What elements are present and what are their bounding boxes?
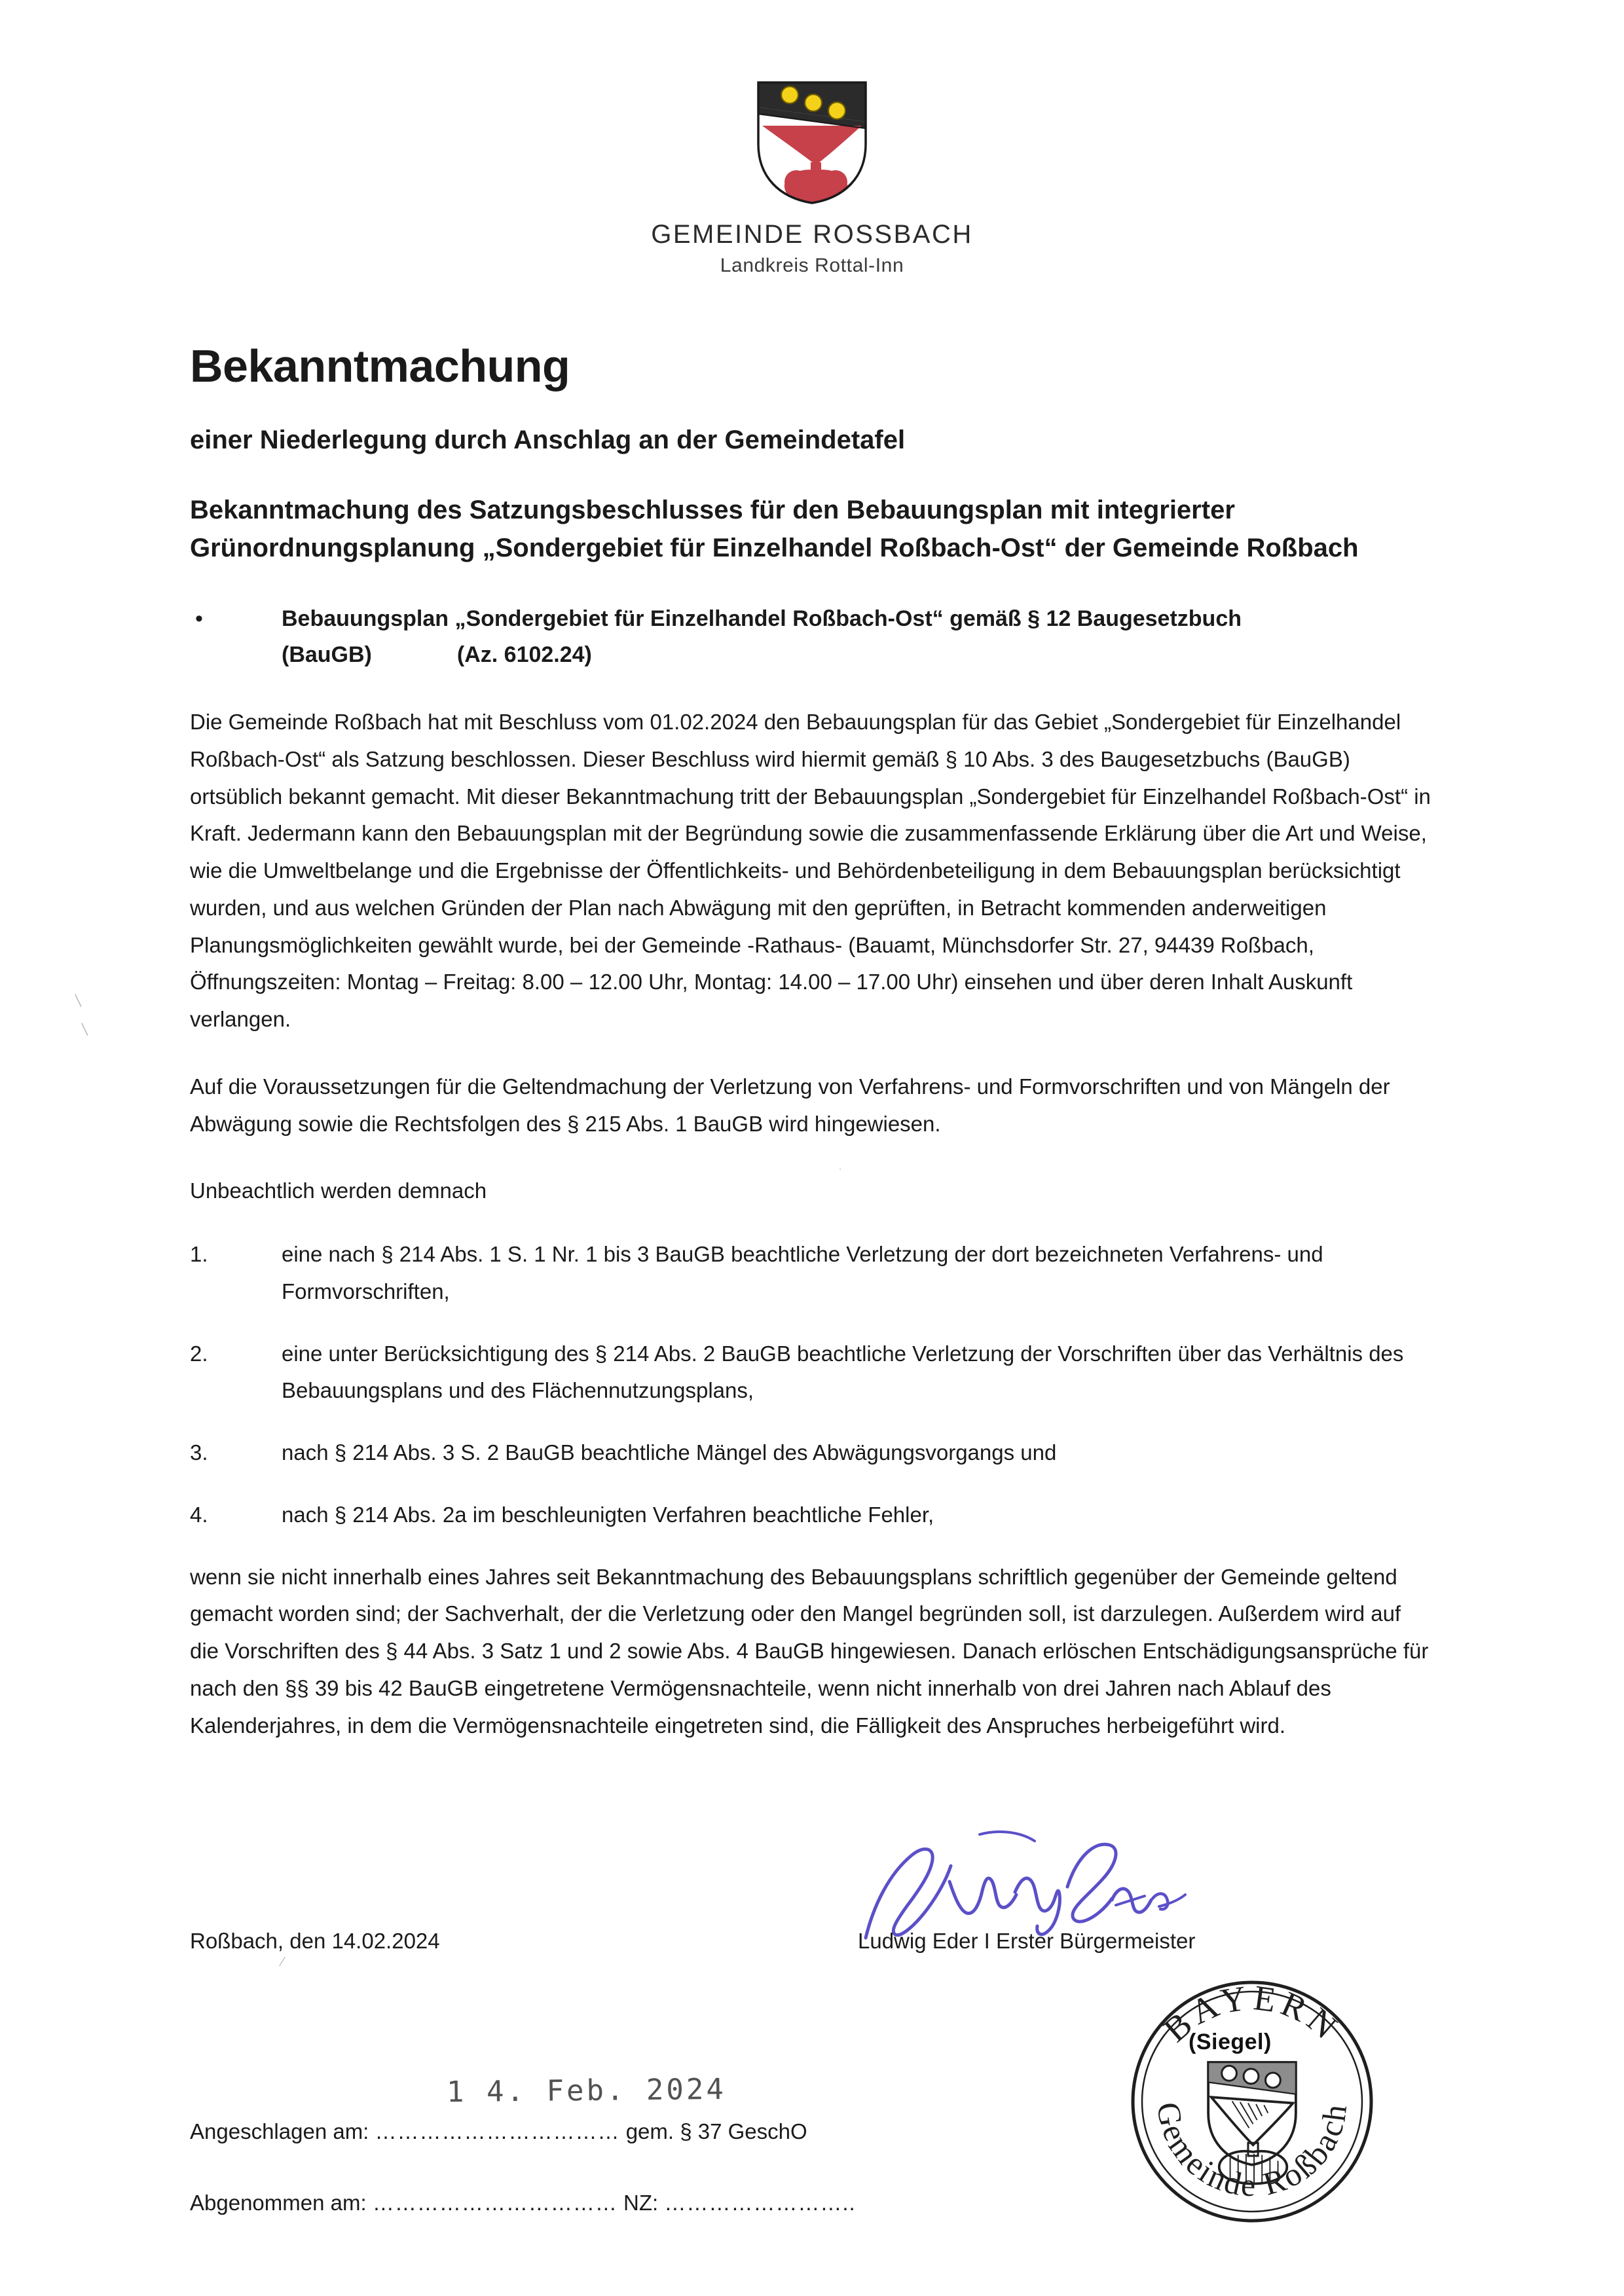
- document-heading: Bekanntmachung des Satzungsbeschlusses für den Bebauungsplan mit integrierter Grünordnungsplanung „Sondergebiet für Einzelhandel Roßbach-Ost“ der Gemeinde Roßbach: [190, 496, 1359, 563]
- district-name: Landkreis Rottal-Inn: [720, 255, 904, 276]
- signature-block: [190, 1925, 1434, 1977]
- list-item: [190, 1236, 1431, 1311]
- posted-on-label: Angeschlagen am:: [190, 2119, 369, 2143]
- list-item-number: 1.: [190, 1242, 208, 1267]
- date-stamp: 1 4. Feb. 2024: [446, 2072, 727, 2109]
- posted-on-blank[interactable]: ……………………………: [375, 2119, 620, 2143]
- removed-on-label: Abgenommen am:: [190, 2190, 367, 2215]
- seal-top-text: BAYERN: [1156, 1977, 1348, 2050]
- list-item: [190, 1434, 1431, 1472]
- list-item-text: nach § 214 Abs. 2a im beschleunigten Verfahren beachtliche Fehler,: [282, 1502, 934, 1527]
- plan-reference-line-1: Bebauungsplan „Sondergebiet für Einzelhandel Roßbach-Ost“ gemäß § 12 Baugesetzbuch: [282, 606, 1242, 632]
- scan-artifact: ⁄: [69, 993, 88, 1007]
- list-item: [190, 1336, 1431, 1410]
- plan-reference-text: [282, 602, 1431, 671]
- posted-on-line: [190, 2115, 1303, 2149]
- organisation-name: GEMEINDE ROSSBACH: [651, 220, 973, 249]
- bullet-marker-icon: •: [195, 606, 203, 632]
- posted-on-suffix: gem. § 37 GeschO: [625, 2119, 807, 2143]
- coat-of-arms-icon: [753, 79, 871, 207]
- aktenzeichen-label: (Az. 6102.24): [456, 642, 592, 667]
- document-subtitle: einer Niederlegung durch Anschlag an der Gemeindetafel: [190, 426, 906, 455]
- removed-on-line: [190, 2186, 1303, 2221]
- paragraph-legal-reference: Auf die Voraussetzungen für die Geltendmachung der Verletzung von Verfahrens- und Formvorschriften und von Mängeln der Abwägung sowie die Rechtsfolgen des § 215 Abs. 1 BauGB wird hingewiesen.: [190, 1074, 1390, 1136]
- unbeachtlich-list: [190, 1236, 1431, 1534]
- plan-reference-line-2: [282, 638, 1431, 671]
- document-body: [190, 340, 1431, 1774]
- paragraph-main-notice: Die Gemeinde Roßbach hat mit Beschluss vom 01.02.2024 den Bebauungsplan für das Gebiet „Sondergebiet für Einzelhandel Roßbach-Ost“ als Satzung beschlossen. Dieser Beschluss wird hiermit gemäß § 10 Abs. 3 des Baugesetzbuchs (BauGB) ortsüblich bekannt gemacht. Mit dieser Bekanntmachung tritt der Bebauungsplan „Sondergebiet für Einzelhandel Roßbach-Ost“ in Kraft. Jedermann kann den Bebauungsplan mit der Begründung sowie die zusammenfassende Erklärung über die Art und Weise, wie die Umweltbelange und die Ergebnisse der Öffentlichkeits- und Behördenbeteiligung in dem Bebauungsplan berücksichtigt wurden, und aus welchen Gründen der Plan nach Abwägung mit den geprüften, in Betracht kommenden anderweitigen Planungsmöglichkeiten gewählt wurde, bei der Gemeinde -Rathaus- (Bauamt, Münchsdorfer Str. 27, 94439 Roßbach, Öffnungszeiten: Montag – Freitag: 8.00 – 12.00 Uhr, Montag: 14.00 – 17.00 Uhr) einsehen und über deren Inhalt Auskunft verlangen.: [190, 710, 1431, 1032]
- paragraph-closing: wenn sie nicht innerhalb eines Jahres seit Bekanntmachung des Bebauungsplans schriftlich gegenüber der Gemeinde geltend gemacht worden sind; der Sachverhalt, der die Verletzung oder den Mangel begründen soll, ist darzulegen. Außerdem wird auf die Vorschriften des § 44 Abs. 3 Satz 1 und 2 sowie Abs. 4 BauGB hingewiesen. Danach erlöschen Entschädigungsansprüche für nach den §§ 39 bis 42 BauGB eingetretene Vermögensnachteile, wenn nicht innerhalb von drei Jahren nach Ablauf des Kalenderjahres, in dem die Vermögensnachteile eingetreten sind, die Fälligkeit des Anspruches herbeigeführt wird.: [190, 1564, 1429, 1738]
- baugb-label: (BauGB): [282, 642, 372, 667]
- list-item-number: 2.: [190, 1341, 208, 1366]
- page-title: Bekanntmachung: [190, 340, 570, 392]
- list-item-number: 3.: [190, 1440, 208, 1465]
- list-item-text: nach § 214 Abs. 3 S. 2 BauGB beachtliche Mängel des Abwägungsvorgangs und: [282, 1440, 1057, 1465]
- scan-artifact: ˌ: [838, 1157, 842, 1171]
- letterhead: [0, 79, 1624, 277]
- seal-overlay-label: (Siegel): [1189, 2030, 1272, 2054]
- removed-on-blank[interactable]: ……………………………: [372, 2190, 618, 2215]
- list-item-text: eine nach § 214 Abs. 1 S. 1 Nr. 1 bis 3 BauGB beachtliche Verletzung der dort bezeichneten Verfahrens- und Formvorschriften,: [282, 1242, 1323, 1303]
- scan-artifact: ⁄: [75, 1022, 94, 1036]
- list-item-text: eine unter Berücksichtigung des § 214 Abs. 2 BauGB beachtliche Verletzung der Vorschriften über das Verhältnis des Bebauungsplans und des Flächennutzungsplans,: [282, 1341, 1404, 1403]
- signatory-name: Ludwig Eder I Erster Bürgermeister: [858, 1929, 1196, 1953]
- posting-record-block: [190, 2072, 1303, 2257]
- nz-label: NZ:: [623, 2190, 659, 2215]
- scan-artifact: ⁄: [282, 1955, 284, 1969]
- seal-bottom-text: Gemeinde Roßbach: [1149, 2099, 1354, 2204]
- list-item: [190, 1497, 1431, 1534]
- place-and-date: Roßbach, den 14.02.2024: [190, 1929, 440, 1953]
- nz-blank[interactable]: ……………………..: [664, 2190, 856, 2215]
- plan-reference-bullet: [190, 602, 1431, 671]
- list-item-number: 4.: [190, 1502, 208, 1527]
- paragraph-list-intro: Unbeachtlich werden demnach: [190, 1178, 487, 1203]
